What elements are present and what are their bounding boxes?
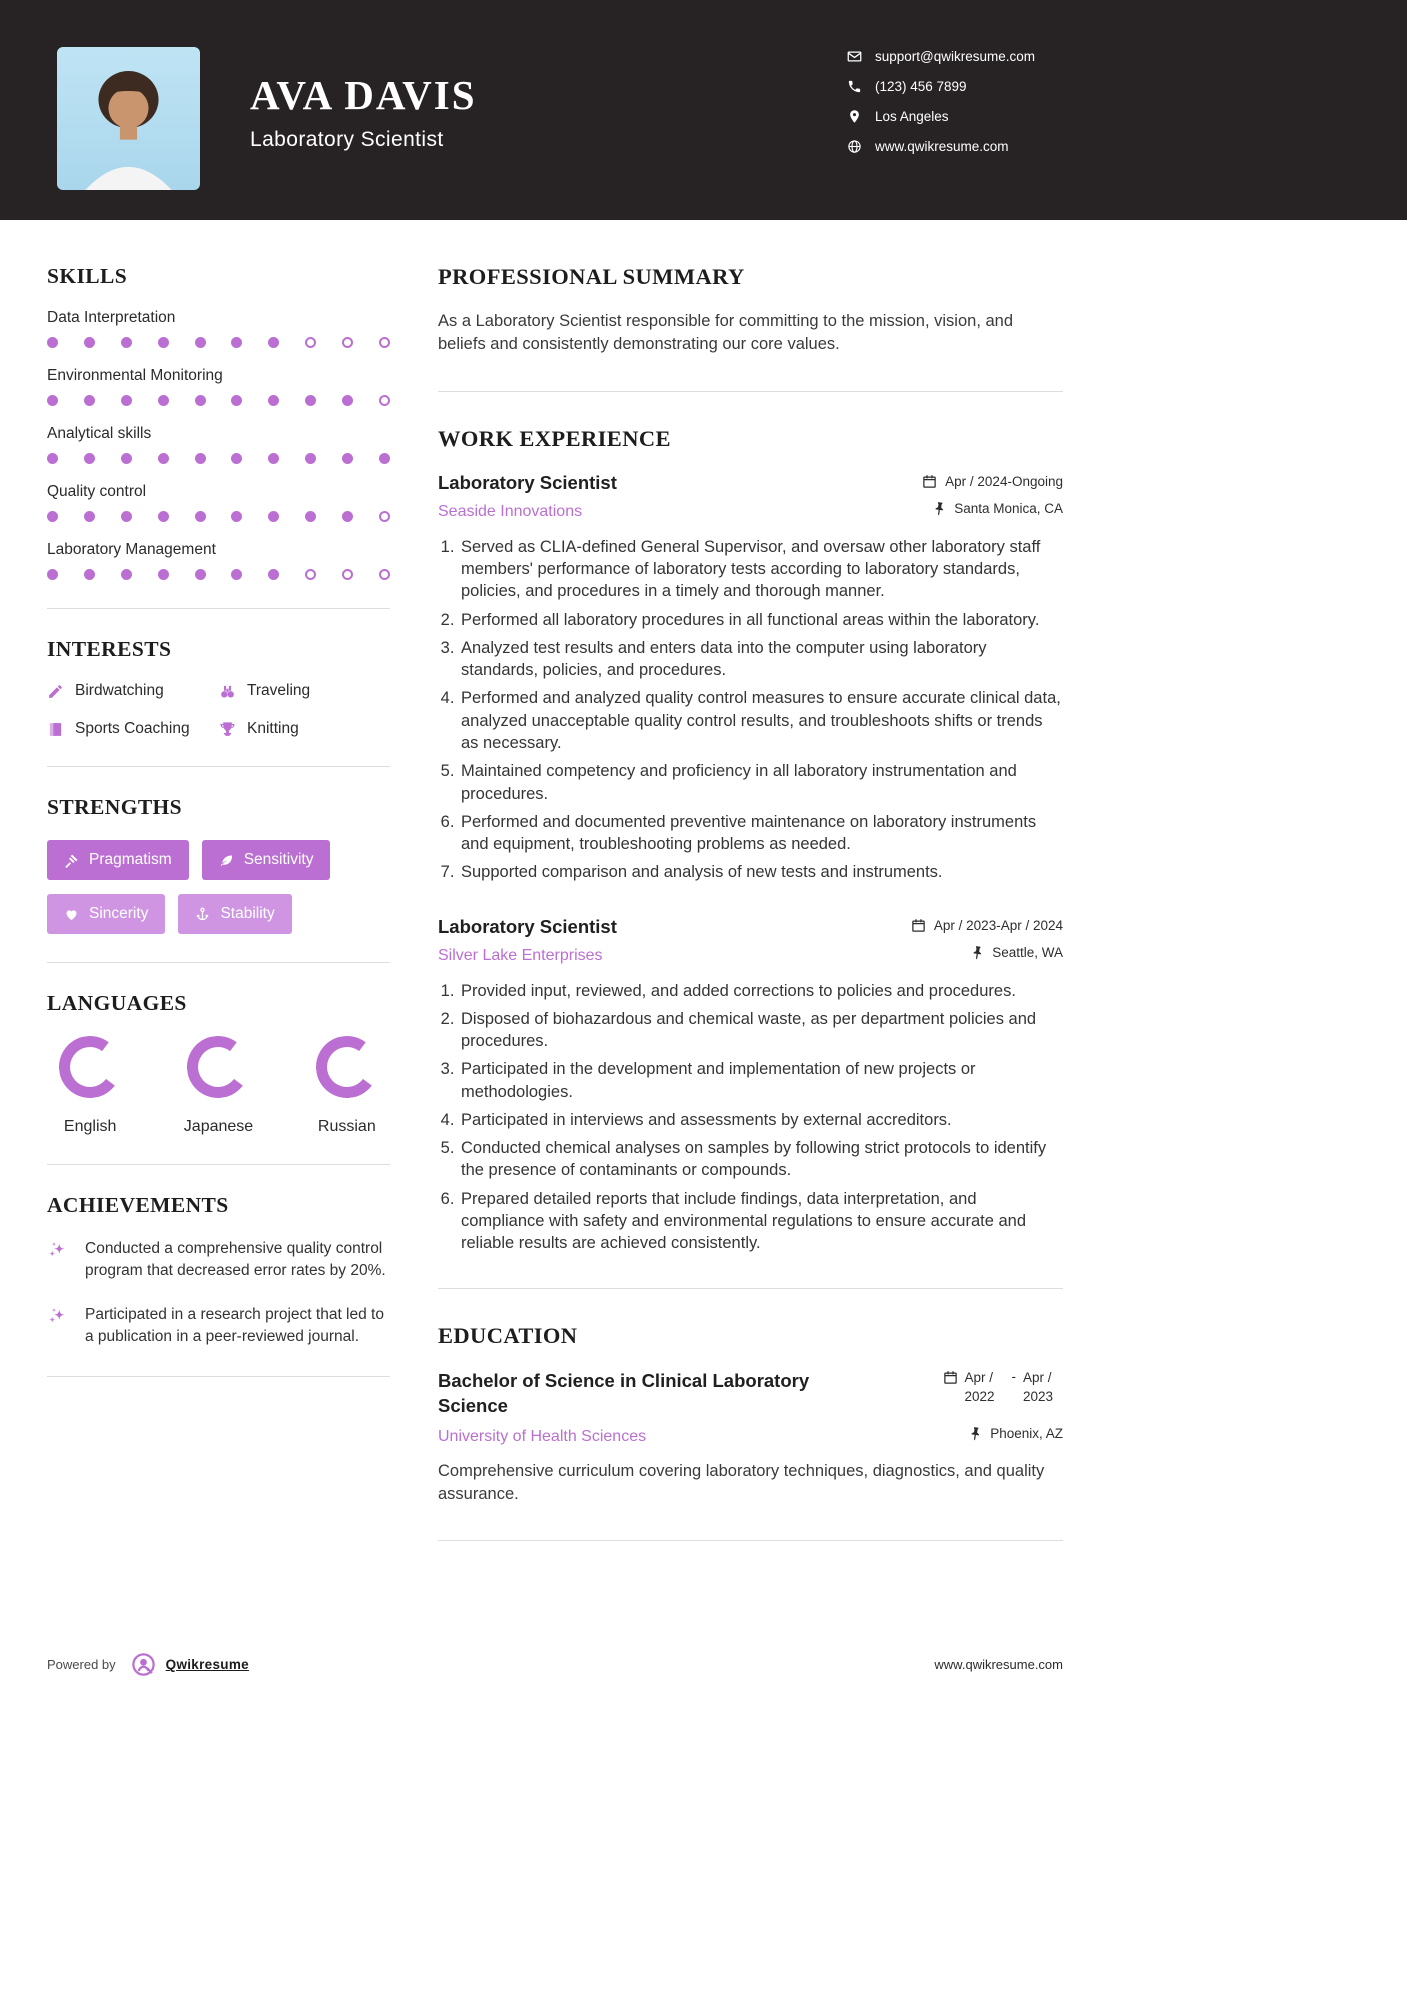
contact-block [847,49,1035,154]
mail-icon [847,49,862,64]
qwikresume-logo-icon [130,1651,157,1678]
leaf-icon [219,853,234,868]
skill-dot [268,453,279,464]
education-date-separator: - [1011,1369,1016,1385]
contact-email-text: support@qwikresume.com [874,49,1035,64]
magic-star-icon [47,1240,68,1261]
strength-pill [178,894,291,934]
strength-pill [47,894,165,934]
magic-star-icon [47,1306,68,1327]
divider [47,1376,390,1377]
languages-list [47,1036,390,1136]
job-bullet: 7. Supported comparison and analysis of new tests and instruments. [459,861,1063,883]
job-bullet: 3. Participated in the development and implementation of new projects or methodologies. [459,1058,1063,1103]
interest-item [47,682,219,700]
divider [47,608,390,609]
strength-pill [47,840,189,880]
education-description: Comprehensive curriculum covering laboratory techniques, diagnostics, and quality assurance. [438,1461,1045,1503]
divider [438,391,1063,392]
anchor-icon [195,907,210,922]
language-label: English [63,1118,117,1135]
interest-label: Knitting [247,720,299,737]
skill-dot [305,395,316,406]
skill-rating [47,337,390,348]
education-date-end: Apr / 2023 [1023,1370,1054,1404]
skill-item [47,425,390,464]
header [0,0,1407,220]
job-dates-text: Apr / 2024-Ongoing [945,473,1063,489]
skill-dot [342,569,353,580]
skill-item [47,541,390,580]
skill-dot [342,453,353,464]
skill-dot [231,395,242,406]
strengths-heading: STRENGTHS [47,795,183,819]
language-item [175,1036,261,1136]
skill-dot [158,395,169,406]
interest-item [47,720,219,738]
company-name: Seaside Innovations [438,502,583,520]
skill-dot [84,453,95,464]
powered-by-label: Powered by [47,1657,116,1673]
contact-email[interactable] [847,49,1035,64]
interest-label: Sports Coaching [75,720,190,737]
skill-dot [305,511,316,522]
language-level-arc [55,1032,125,1102]
calendar-icon [922,474,937,489]
skill-dot [342,511,353,522]
job-bullet: 1. Provided input, reviewed, and added corrections to policies and procedures. [459,980,1063,1002]
achievement-item [47,1238,390,1282]
job-bullet: 5. Maintained competency and proficiency in all laboratory instrumentation and procedures. [459,760,1063,805]
strength-label: Stability [220,905,275,922]
gavel-icon [64,853,79,868]
job-location-text: Santa Monica, CA [954,500,1063,516]
skill-dot [305,453,316,464]
globe-icon [847,139,862,154]
interests-list [47,682,390,738]
contact-website[interactable] [847,139,1035,154]
skill-dot [231,511,242,522]
skill-dot [379,337,390,348]
language-item [47,1036,133,1136]
skill-dot [342,395,353,406]
skill-dot [268,337,279,348]
calendar-icon [943,1370,958,1385]
education-location [967,1426,1063,1441]
skill-dot [268,569,279,580]
skill-rating [47,569,390,580]
language-label: Russian [317,1118,376,1135]
skill-dot [47,569,58,580]
job-title: Laboratory Scientist [438,915,617,937]
job-bullet: 1. Served as CLIA-defined General Supervisor, and oversaw other laboratory staff members' performance of laboratory tests according to laboratory standards, policies, and procedures in a timely and thorough manner. [459,536,1063,603]
skill-dot [379,511,390,522]
divider [438,1540,1063,1541]
pen-icon [47,683,64,700]
job-bullet: 3. Analyzed test results and enters data into the computer using laboratory standards, policies, and procedures. [459,637,1063,682]
skill-dot [379,569,390,580]
job-bullet: 2. Performed all laboratory procedures in all functional areas within the laboratory. [459,609,1063,631]
job-bullet: 5. Conducted chemical analyses on samples by following strict protocols to identify the presence of contaminants or compounds. [459,1137,1063,1182]
contact-phone-text: (123) 456 7899 [874,79,967,94]
contact-website-text: www.qwikresume.com [874,139,1009,154]
skill-dot [84,337,95,348]
skill-dot [268,511,279,522]
skill-dot [195,569,206,580]
trophy-icon [219,721,236,738]
footer-website[interactable]: www.qwikresume.com [934,1657,1063,1673]
company-name: Silver Lake Enterprises [438,946,603,964]
job-location [931,501,1063,516]
right-column [438,264,1063,1575]
achievement-item [47,1304,390,1348]
person-name: AVA DAVIS [250,72,477,118]
skill-dot [47,395,58,406]
job-bullet: 4. Performed and analyzed quality control measures to ensure accurate clinical data, analyzed unacceptable quality control results, and troubleshoots shifts or trends as necessary. [459,687,1063,754]
skill-dot [121,337,132,348]
skill-dot [231,453,242,464]
binoculars-icon [219,683,236,700]
interest-item [219,720,390,738]
contact-phone [847,79,1035,94]
skill-dot [47,511,58,522]
job-bullets [438,980,1063,1255]
skill-dot [231,569,242,580]
skill-dot [121,453,132,464]
education-dates [943,1369,1064,1417]
job-dates [911,918,1063,933]
profile-photo-placeholder [57,51,200,190]
job-bullet: 6. Performed and documented preventive maintenance on laboratory instruments and equipment, troubleshooting problems as needed. [459,811,1063,856]
language-level-arc [312,1032,382,1102]
skill-rating [47,395,390,406]
skill-dot [342,337,353,348]
skill-dot [121,569,132,580]
skill-dot [195,511,206,522]
languages-heading: LANGUAGES [47,991,187,1015]
job-bullets [438,536,1063,884]
summary-heading: PROFESSIONAL SUMMARY [438,264,745,289]
skill-dot [158,511,169,522]
skill-rating [47,453,390,464]
pin-icon [847,109,862,124]
qwikresume-link[interactable]: Qwikresume [165,1657,249,1673]
skill-dot [158,453,169,464]
skill-dot [158,569,169,580]
skill-label: Quality control [47,483,147,500]
education-heading: EDUCATION [438,1323,578,1349]
skill-rating [47,511,390,522]
skills-heading: SKILLS [47,264,128,288]
job-dates-text: Apr / 2023-Apr / 2024 [933,917,1063,933]
divider [438,1288,1063,1289]
person-title: Laboratory Scientist [250,128,444,151]
strength-label: Pragmatism [89,851,172,868]
achievements-heading: ACHIEVEMENTS [47,1193,229,1217]
interests-heading: INTERESTS [47,637,172,661]
skill-label: Laboratory Management [47,541,216,558]
education-location-text: Phoenix, AZ [990,1425,1063,1441]
divider [47,1164,390,1165]
pushpin-icon [967,1426,982,1441]
skill-dot [231,337,242,348]
achievements-list [47,1238,390,1348]
skill-dot [121,395,132,406]
skill-item [47,309,390,348]
job-entry [438,916,1063,1255]
skill-dot [195,337,206,348]
degree-title: Bachelor of Science in Clinical Laboratory Science [438,1370,810,1416]
skill-dot [84,511,95,522]
job-location [969,945,1063,960]
main-content [0,220,1407,1575]
job-entry [438,472,1063,884]
strengths-list [47,840,390,934]
skill-item [47,367,390,406]
skill-dot [121,511,132,522]
skill-dot [84,395,95,406]
skill-item [47,483,390,522]
education-entry [438,1369,1063,1506]
pushpin-icon [969,945,984,960]
contact-location-text: Los Angeles [874,109,949,124]
language-item [304,1036,390,1136]
job-location-text: Seattle, WA [992,944,1063,960]
skill-dot [47,453,58,464]
skill-label: Data Interpretation [47,309,176,326]
language-level-arc [183,1032,253,1102]
skill-dot [305,337,316,348]
left-column [47,264,390,1575]
skill-dot [158,337,169,348]
interest-label: Birdwatching [75,682,164,699]
pushpin-icon [931,501,946,516]
footer [0,1651,1407,1678]
school-name: University of Health Sciences [438,1427,647,1445]
strength-label: Sincerity [89,905,149,922]
skill-dot [195,453,206,464]
skill-label: Environmental Monitoring [47,367,223,384]
skill-dot [379,453,390,464]
divider [47,766,390,767]
identity-block [250,72,477,152]
heart-icon [64,907,79,922]
skill-label: Analytical skills [47,425,152,442]
strength-pill [202,840,331,880]
experience-heading: WORK EXPERIENCE [438,425,671,451]
language-label: Japanese [183,1118,254,1135]
achievement-text: Participated in a research project that led to a publication in a peer-reviewed journal. [85,1306,384,1345]
skill-dot [379,395,390,406]
contact-location [847,109,1035,124]
interest-item [219,682,390,700]
skill-dot [84,569,95,580]
interest-label: Traveling [247,682,311,699]
phone-icon [847,79,862,94]
divider [47,962,390,963]
profile-photo [57,47,200,190]
calendar-icon [911,918,926,933]
skill-dot [47,337,58,348]
summary-text: As a Laboratory Scientist responsible for committing to the mission, vision, and beliefs and consistently demonstrating our core values. [438,312,1014,354]
job-dates [922,474,1063,489]
job-title: Laboratory Scientist [438,471,617,493]
job-bullet: 2. Disposed of biohazardous and chemical waste, as per department policies and procedures. [459,1008,1063,1053]
cards-icon [47,721,64,738]
job-bullet: 6. Prepared detailed reports that include findings, data interpretation, and compliance with safety and environmental regulations to ensure accurate and reliable results are achieved consistently. [459,1188,1063,1255]
achievement-text: Conducted a comprehensive quality control program that decreased error rates by 20%. [85,1240,386,1279]
skill-dot [305,569,316,580]
job-bullet: 4. Participated in interviews and assessments by external accreditors. [459,1109,1063,1131]
strength-label: Sensitivity [243,851,314,868]
skill-dot [195,395,206,406]
skills-list [47,309,390,580]
education-date-start: Apr / 2022 [964,1370,995,1404]
skill-dot [268,395,279,406]
